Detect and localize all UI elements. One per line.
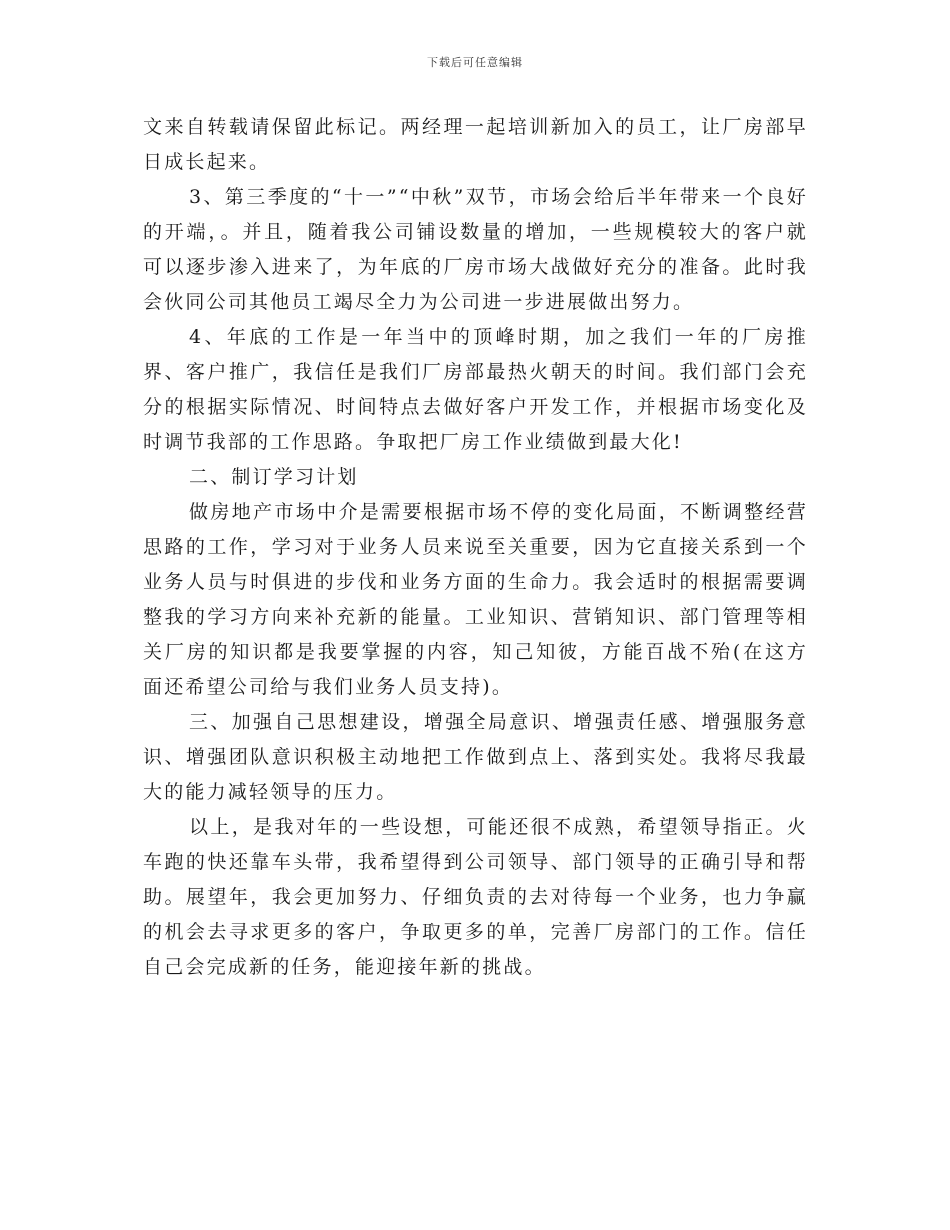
paragraph-item-3: 3、第三季度的“十一”“中秋”双节，市场会给后半年带来一个良好的开端，。并且，随着我公司铺设数量的增加，一些规模较大的客户就可以逐步渗入进来了，为年底的厂房市场大战做好充分的准备。此时我会伙同公司其他员工竭尽全力为公司进一步进展做出努力。 xyxy=(143,186,808,313)
paragraph-conclusion: 以上，是我对年的一些设想，可能还很不成熟，希望领导指正。火车跑的快还靠车头带，我希望得到公司领导、部门领导的正确引导和帮助。展望年，我会更加努力、仔细负责的去对待每一个业务，也力争赢的机会去寻求更多的客户，争取更多的单，完善厂房部门的工作。信任自己会完成新的任务，能迎接年新的挑战。 xyxy=(143,816,808,978)
paragraph-section-three: 三、加强自己思想建设，增强全局意识、增强责任感、增强服务意识、增强团队意识积极主动地把工作做到点上、落到实处。我将尽我最大的能力减轻领导的压力。 xyxy=(143,711,808,803)
page-header: 下载后可任意编辑 xyxy=(427,56,523,69)
paragraph-study-plan: 做房地产市场中介是需要根据市场不停的变化局面，不断调整经营思路的工作，学习对于业务人员来说至关重要，因为它直接关系到一个业务人员与时俱进的步伐和业务方面的生命力。我会适时的根据需要调整我的学习方向来补充新的能量。工业知识、营销知识、部门管理等相关厂房的知识都是我要掌握的内容，知己知彼，方能百战不殆(在这方面还希望公司给与我们业务人员支持)。 xyxy=(143,501,808,698)
paragraph-item-4: 4、年底的工作是一年当中的顶峰时期，加之我们一年的厂房推界、客户推广，我信任是我们厂房部最热火朝天的时间。我们部门会充分的根据实际情况、时间特点去做好客户开发工作，并根据市场变化及时调节我部的工作思路。争取把厂房工作业绩做到最大化! xyxy=(143,326,808,453)
paragraph-continuation: 文来自转载请保留此标记。两经理一起培训新加入的员工，让厂房部早日成长起来。 xyxy=(143,116,808,173)
document-body xyxy=(143,110,808,985)
section-heading-study-plan: 二、制订学习计划 xyxy=(189,466,359,488)
